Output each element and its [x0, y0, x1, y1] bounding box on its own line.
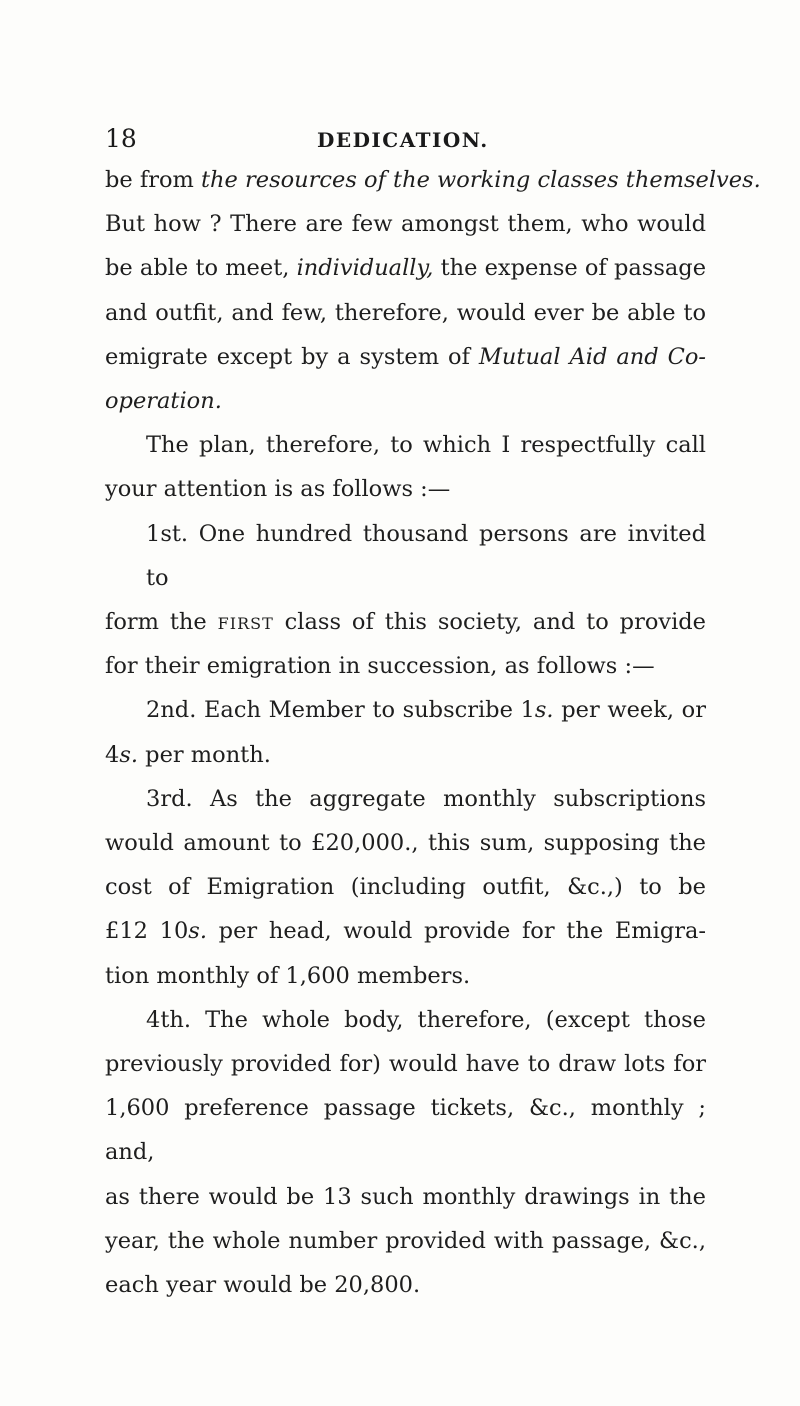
text-line-23: year, the whole number provided with passage, &c.,: [105, 1227, 706, 1254]
text-line-8: your attention is as follows :—: [105, 476, 451, 503]
text-line-22: as there would be 13 such monthly drawings in the: [105, 1183, 706, 1210]
text-run: 2nd. Each Member to subscribe 1: [146, 697, 535, 724]
text-line-4: and outfit, and few, therefore, would ever be able to: [105, 299, 706, 326]
text-run: be from: [105, 167, 201, 193]
text-run: be able to meet,: [105, 255, 297, 282]
text-line-1: [105, 158, 761, 202]
text-line-15: would amount to £20,000., this sum, supposing the: [105, 830, 706, 857]
text-run: form the: [105, 609, 218, 636]
italic-phrase: Mutual Aid and Co-: [478, 343, 706, 370]
text-line-2: But how ? There are few amongst them, who would: [105, 211, 706, 238]
text-line-9: 1st. One hundred thousand persons are invited to: [146, 520, 706, 591]
text-line-18: tion monthly of 1,600 members.: [105, 962, 471, 989]
text-run: class of this society, and to provide: [273, 609, 706, 636]
text-line-12: [105, 688, 706, 732]
italic-abbrev: s.: [534, 697, 554, 724]
italic-abbrev: s.: [119, 741, 139, 768]
italic-word: operation.: [105, 388, 222, 415]
text-run: per month.: [138, 741, 271, 768]
text-run: £12 10: [105, 918, 189, 945]
text-line-16: cost of Emigration (including outfit, &c.,) to be: [105, 874, 706, 901]
text-line-20: previously provided for) would have to draw lots for: [105, 1051, 706, 1078]
small-caps-word: first: [217, 609, 274, 636]
text-line-21: 1,600 preference passage tickets, &c., monthly ; and,: [105, 1095, 706, 1166]
text-line-17: [105, 909, 706, 953]
body-text: [105, 158, 761, 1307]
text-line-14: 3rd. As the aggregate monthly subscriptions: [146, 785, 706, 812]
text-line-24: each year would be 20,800.: [105, 1272, 421, 1299]
text-run: per week, or: [553, 697, 706, 724]
text-line-19: 4th. The whole body, therefore, (except those: [146, 1006, 706, 1033]
italic-word: individually,: [296, 255, 434, 282]
page-number: 18: [105, 124, 137, 153]
text-line-7: The plan, therefore, to which I respectfully call: [146, 432, 706, 459]
italic-phrase: the resources of the working classes themselves.: [201, 167, 761, 193]
text-line-3: [105, 246, 706, 290]
text-run: 4: [105, 741, 120, 768]
text-line-11: for their emigration in succession, as follows :—: [105, 653, 655, 680]
text-line-10: [105, 600, 706, 644]
running-head: DEDICATION.: [317, 128, 489, 152]
text-line-5: [105, 335, 706, 379]
text-run: the expense of passage: [433, 255, 707, 282]
text-line-6: [105, 379, 706, 423]
text-run: per head, would provide for the Emigra-: [206, 918, 706, 945]
text-run: emigrate except by a system of: [105, 343, 479, 370]
text-line-13: [105, 733, 706, 777]
italic-abbrev: s.: [188, 918, 207, 945]
